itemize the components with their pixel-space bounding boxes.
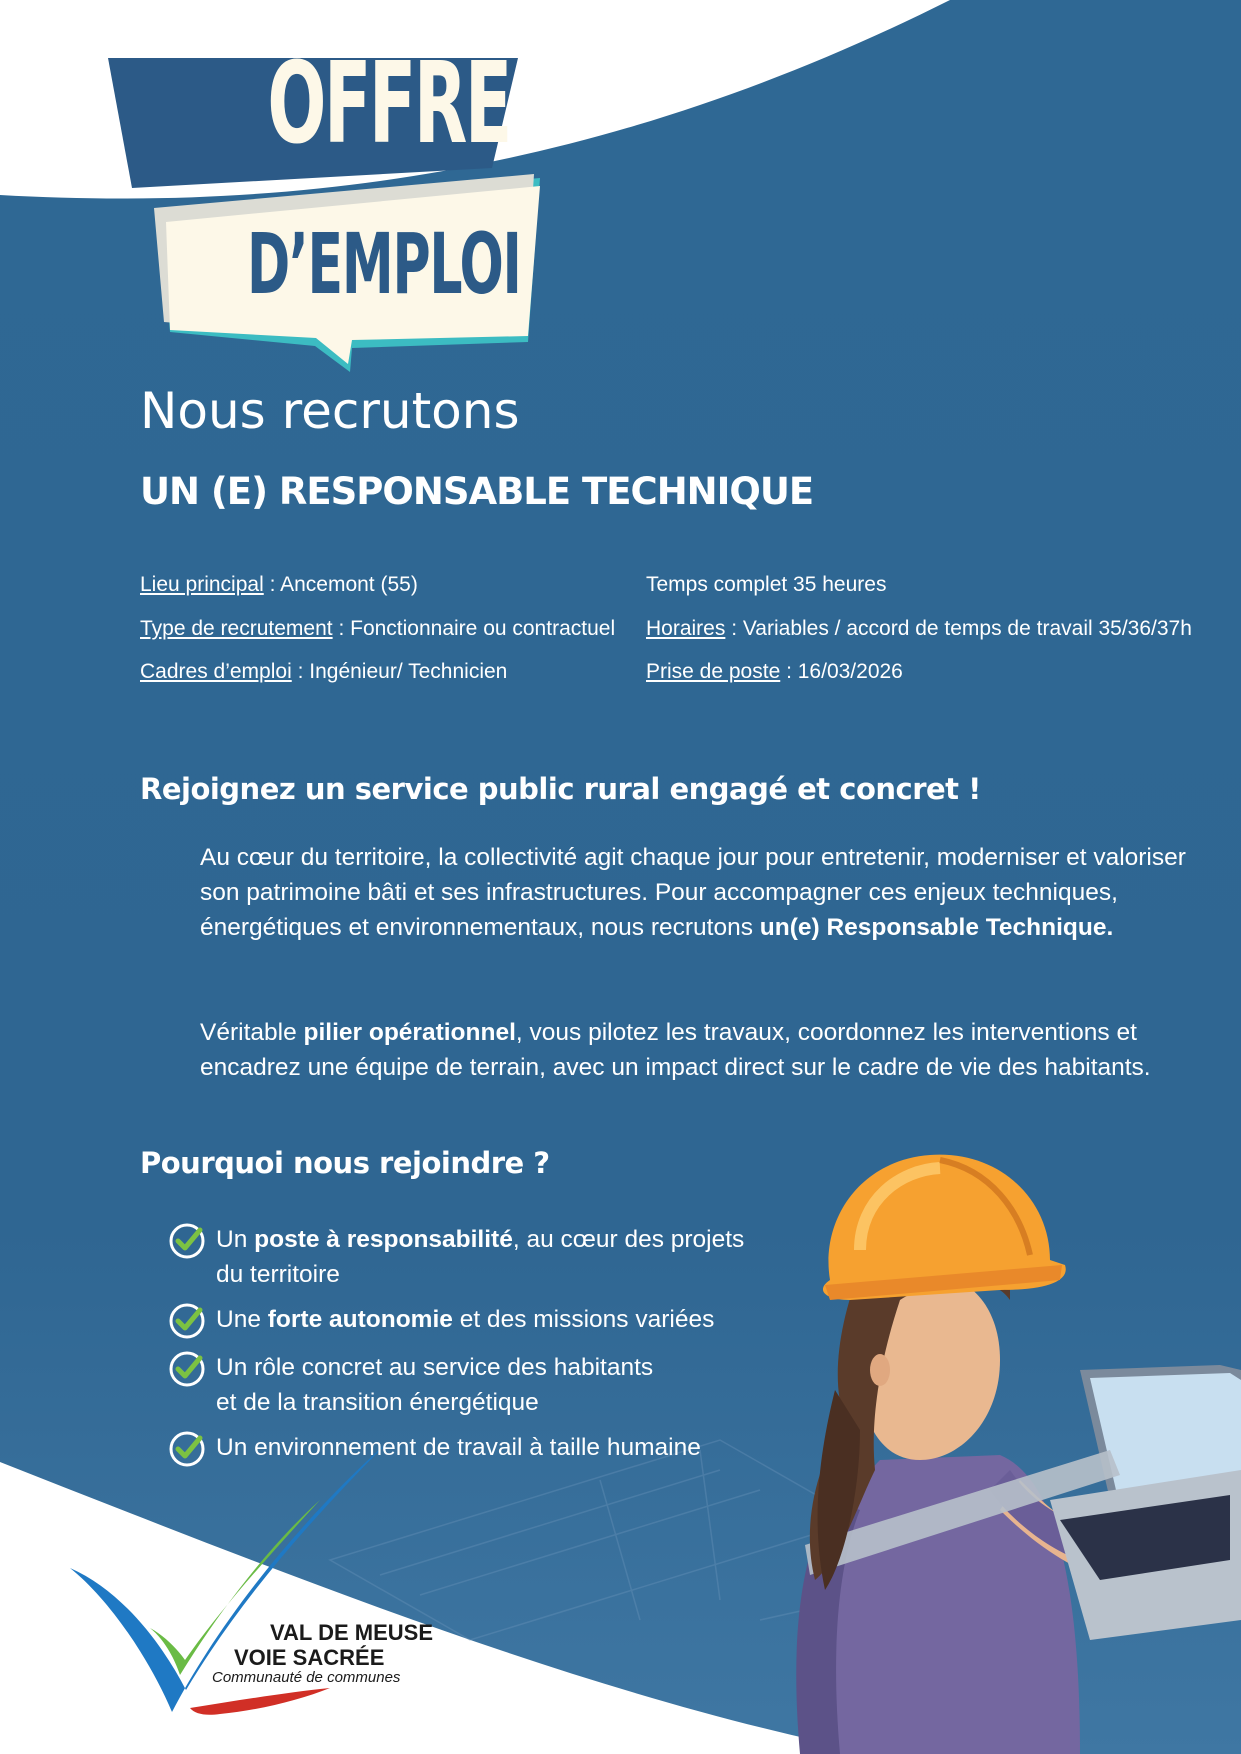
job-title: UN (E) RESPONSABLE TECHNIQUE [140,470,814,513]
detail-horaires [646,617,1192,641]
p2-bold: pilier opérationnel [303,1019,516,1046]
badge-emploi-text: D’EMPLOI [247,215,521,313]
detail-prise-label: Prise de poste [646,660,781,683]
detail-type-value: : Fonctionnaire ou contractuel [332,617,616,640]
detail-cadres [140,660,507,684]
p1-bold: un(e) Responsable Technique. [759,914,1114,941]
badge-offre-text: OFFRE [267,39,510,169]
benefit-1-after: , au cœur des projets [512,1226,745,1253]
section-pourquoi-title: Pourquoi nous rejoindre ? [140,1146,550,1180]
benefit-text-3 [216,1350,653,1420]
benefit-2-bold: forte autonomie [267,1306,453,1333]
detail-type-label: Type de recrutement [140,617,333,640]
benefits-list [168,1222,744,1478]
benefit-text-1 [216,1222,744,1292]
section-rejoignez-title: Rejoignez un service public rural engagé et concret ! [140,772,981,806]
p1-text: Au cœur du territoire, la collectivité agit chaque jour pour entretenir, moderniser et valoriser son patrimoine bâti et ses infrastructures. Pour accompagner ces enjeux techniques, énergétiques et environnementaux, nous recrutons [200,844,1186,941]
detail-cadres-value: : Ingénieur/ Technicien [291,660,508,683]
check-circle-icon [168,1222,206,1260]
logo-line-1: VAL DE MEUSE [270,1620,433,1645]
check-circle-icon [168,1430,206,1468]
benefit-item-2 [168,1302,744,1340]
section-rejoignez-paragraph-2 [200,1015,1210,1085]
benefit-1-line2: du territoire [216,1261,340,1288]
benefit-item-3 [168,1350,744,1420]
p2-before: Véritable [200,1019,304,1046]
detail-temps-value: Temps complet 35 heures [646,573,887,596]
benefit-text-4 [216,1430,701,1465]
benefit-4-before: Un environnement de travail à taille humaine [216,1434,701,1461]
detail-horaires-value: : Variables / accord de temps de travail 35/36/37h [725,617,1192,640]
intro-heading: Nous recrutons [140,382,520,440]
logo-line-3: Communauté de communes [212,1669,401,1686]
logo-line-2: VOIE SACRÉE [234,1645,385,1670]
benefit-item-4 [168,1430,744,1468]
detail-temps [646,573,886,597]
benefit-2-after: et des missions variées [452,1306,715,1333]
detail-lieu [140,573,418,597]
benefit-2-before: Une [216,1306,268,1333]
section-rejoignez-paragraph-1 [200,840,1190,945]
detail-lieu-value: : Ancemont (55) [263,573,418,596]
benefit-1-bold: poste à responsabilité [254,1226,513,1253]
p2-after: , vous pilotez les travaux, coordonnez les interventions et encadrez une équipe de terrain, avec un impact direct sur le cadre de vie des habitants. [200,1019,1151,1081]
benefit-item-1 [168,1222,744,1292]
benefit-3-before: Un rôle concret au service des habitants [216,1354,654,1381]
detail-type [140,617,615,641]
detail-prise [646,660,903,684]
detail-lieu-label: Lieu principal [140,573,264,596]
check-circle-icon [168,1302,206,1340]
detail-prise-value: : 16/03/2026 [780,660,903,683]
benefit-text-2 [216,1302,714,1337]
detail-cadres-label: Cadres d’emploi [140,660,292,683]
benefit-3-line2: et de la transition énergétique [216,1389,539,1416]
detail-horaires-label: Horaires [646,617,726,640]
check-circle-icon [168,1350,206,1388]
benefit-1-before: Un [216,1226,255,1253]
